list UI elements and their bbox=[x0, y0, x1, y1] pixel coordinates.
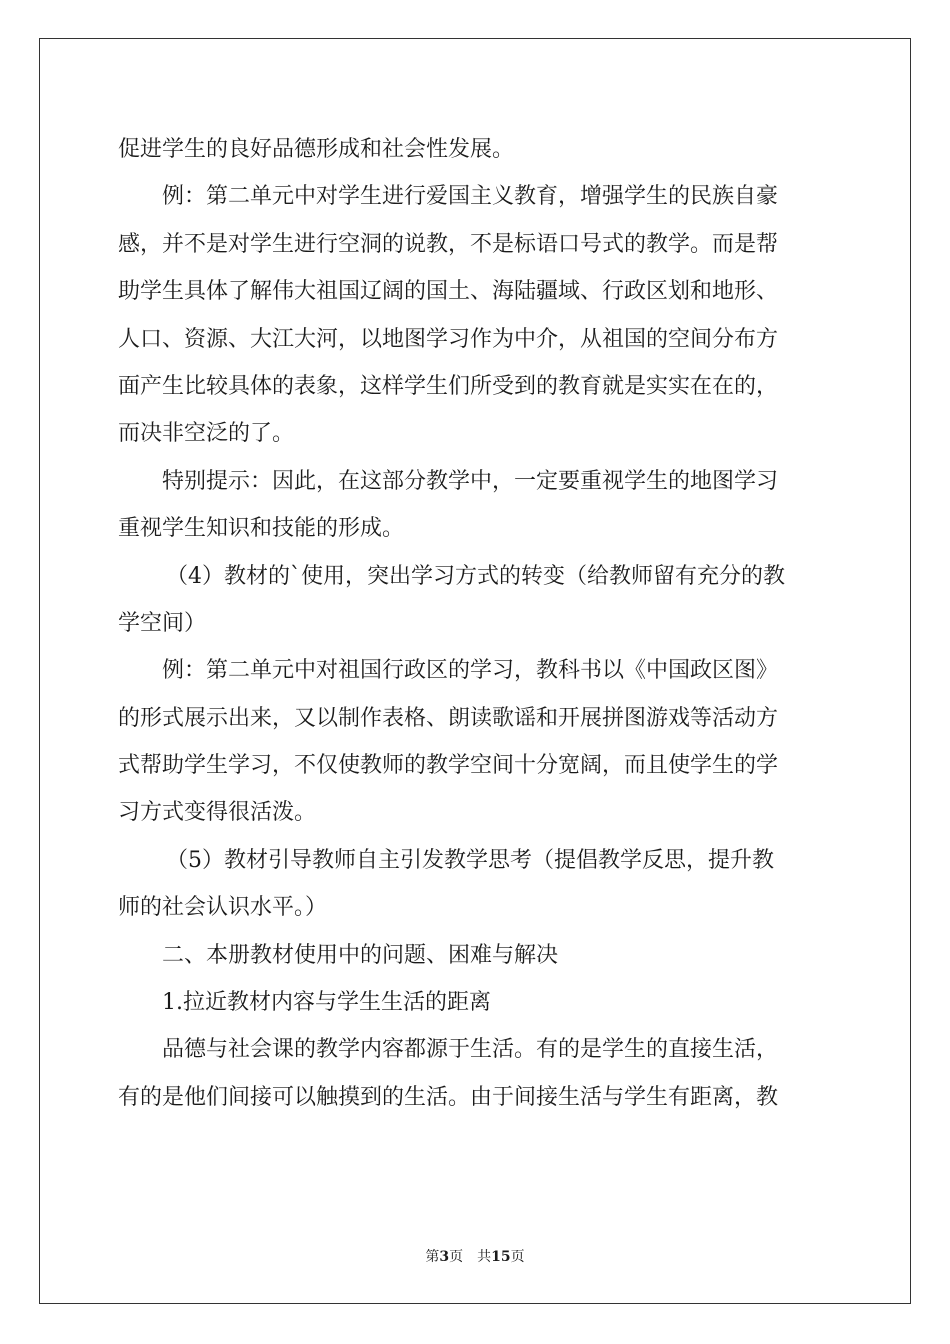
text-line-12: 例：第二单元中对祖国行政区的学习，教科书以《中国政区图》 bbox=[162, 658, 779, 684]
text-line-17: 师的社会认识水平。） bbox=[118, 895, 328, 921]
text-line-21: 有的是他们间接可以触摸到的生活。由于间接生活与学生有距离，教 bbox=[118, 1084, 779, 1110]
text-line-10: （4）教材的`使用，突出学习方式的转变（给教师留有充分的教 bbox=[166, 563, 785, 589]
footer-total-suffix: 页 bbox=[510, 1249, 525, 1265]
text-line-13: 的形式展示出来，又以制作表格、朗读歌谣和开展拼图游戏等活动方 bbox=[118, 705, 779, 731]
page-footer bbox=[0, 1247, 950, 1267]
text-line-16: （5）教材引导教师自主引发教学思考（提倡教学反思，提升教 bbox=[166, 847, 774, 873]
section-heading: 二、本册教材使用中的问题、困难与解决 bbox=[162, 942, 559, 968]
text-line-20: 品德与社会课的教学内容都源于生活。有的是学生的直接生活， bbox=[162, 1037, 779, 1063]
document-body bbox=[118, 126, 840, 1121]
text-line-1: 促进学生的良好品德形成和社会性发展。 bbox=[118, 137, 515, 162]
footer-total-pages: 15 bbox=[491, 1249, 511, 1265]
text-line-6: 面产生比较具体的表象，这样学生们所受到的教育就是实实在在的， bbox=[118, 373, 779, 399]
text-line-8: 特别提示：因此，在这部分教学中，一定要重视学生的地图学习 bbox=[162, 468, 779, 494]
text-line-15: 习方式变得很活泼。 bbox=[118, 800, 317, 826]
text-line-7: 而决非空泛的了。 bbox=[118, 421, 295, 447]
text-line-4: 助学生具体了解伟大祖国辽阔的国土、海陆疆域、行政区划和地形、 bbox=[118, 279, 779, 305]
text-line-11: 学空间） bbox=[118, 610, 207, 636]
footer-page-suffix: 页 bbox=[449, 1249, 464, 1265]
text-line-9: 重视学生知识和技能的形成。 bbox=[118, 516, 405, 542]
subsection-heading: 1.拉近教材内容与学生生活的距离 bbox=[162, 990, 491, 1016]
text-line-2: 例：第二单元中对学生进行爱国主义教育，增强学生的民族自豪 bbox=[162, 184, 779, 210]
text-line-3: 感，并不是对学生进行空洞的说教，不是标语口号式的教学。而是帮 bbox=[118, 231, 779, 257]
footer-page-number: 3 bbox=[439, 1249, 450, 1265]
text-line-14: 式帮助学生学习，不仅使教师的教学空间十分宽阔，而且使学生的学 bbox=[118, 753, 779, 779]
footer-total-prefix: 共 bbox=[477, 1249, 492, 1265]
text-line-5: 人口、资源、大江大河，以地图学习作为中介，从祖国的空间分布方 bbox=[118, 326, 779, 352]
footer-page-prefix: 第 bbox=[425, 1249, 440, 1265]
